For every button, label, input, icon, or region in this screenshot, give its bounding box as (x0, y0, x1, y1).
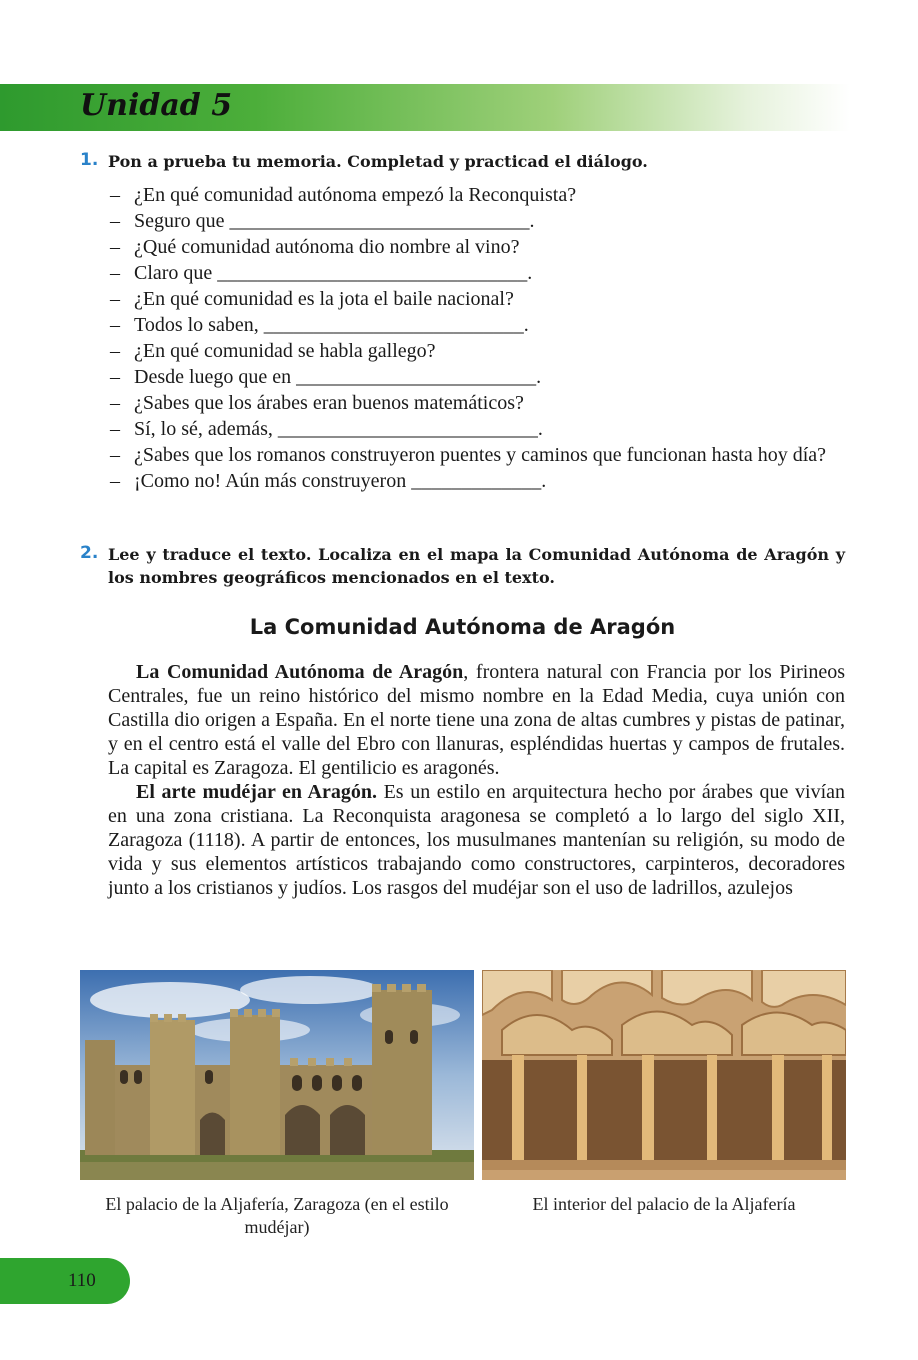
dialog-line: – ¿En qué comunidad es la jota el baile nacional? (110, 288, 514, 310)
page-number-tab (0, 1258, 130, 1304)
article-title: La Comunidad Autónoma de Aragón (249, 615, 676, 639)
figure-caption: El palacio de la Aljafería, Zaragoza (en el estilo mudéjar) (105, 1194, 449, 1237)
exercise-number: 2. (80, 543, 99, 563)
article-paragraph: El arte mudéjar en Aragón. Es un estilo en arquitectura hecho por árabes que vivían en una zona cristiana. La Reconquista aragonesa se completó a lo largo del siglo XII, Zaragoza (1118). A partir de entonces, los musulmanes mantenían su religión, su modo de vida y sus elementos artísticos trabajando como constructores, carpinteros, decoradores junto a los cristianos y judíos. Los rasgos del mudéjar son el uso de ladrillos, azulejos (108, 781, 846, 899)
dialog-line: – Seguro que ______________________________. (110, 210, 535, 232)
unit-title: Unidad 5 (80, 88, 233, 123)
aljaferia-exterior-photo (80, 970, 474, 1180)
exercise-1 (80, 150, 845, 173)
dialog-line: – Claro que _______________________________. (110, 262, 533, 284)
exercise-instruction: Lee y traduce el texto. Localiza en el mapa la Comunidad Autónoma de Aragón y los nombres geográficos mencionados en el texto. (108, 545, 845, 587)
dialog-line: – ¿En qué comunidad se habla gallego? (110, 340, 436, 362)
aljaferia-exterior-image (80, 970, 474, 1180)
dialog-line: – Desde luego que en ________________________. (110, 366, 542, 388)
dialog-line: – Sí, lo sé, además, __________________________. (110, 418, 543, 440)
aljaferia-interior-photo (482, 970, 846, 1180)
page-number: 110 (68, 1270, 96, 1291)
exercise-instruction: Pon a prueba tu memoria. Completad y practicad el diálogo. (108, 152, 648, 171)
dialog-line: – ¿Sabes que los romanos construyeron puentes y caminos que funcionan hasta hoy día? (110, 444, 827, 466)
aljaferia-interior-image (482, 970, 846, 1180)
article-body (108, 660, 845, 900)
dialog-line: – ¿Sabes que los árabes eran buenos matemáticos? (110, 392, 524, 414)
paragraph-lead: La Comunidad Autónoma de Aragón (136, 661, 464, 683)
paragraph-lead: El arte mudéjar en Aragón. (136, 781, 377, 803)
dialog-line: – ¿En qué comunidad autónoma empezó la Reconquista? (110, 184, 577, 206)
dialog-list (110, 182, 845, 494)
exercise-2 (80, 543, 845, 589)
dialog-line: – Todos lo saben, __________________________. (110, 314, 529, 336)
exercise-number: 1. (80, 150, 99, 170)
dialog-line: – ¡Como no! Aún más construyeron _____________. (110, 470, 547, 492)
dialog-line: – ¿Qué comunidad autónoma dio nombre al vino? (110, 236, 520, 258)
figure-caption: El interior del palacio de la Aljafería (532, 1194, 796, 1214)
article-paragraph: La Comunidad Autónoma de Aragón, frontera natural con Francia por los Pirineos Centrales, fue un reino histórico del mismo nombre en la Edad Media, cuya unión con Castilla dio origen a España. En el norte tiene una zona de altas cumbres y pistas de patinar, y en el centro está el valle del Ebro con llanuras, espléndidas huertas y campos de frutales. La capital es Zaragoza. El gentilicio es aragonés. (108, 661, 845, 779)
